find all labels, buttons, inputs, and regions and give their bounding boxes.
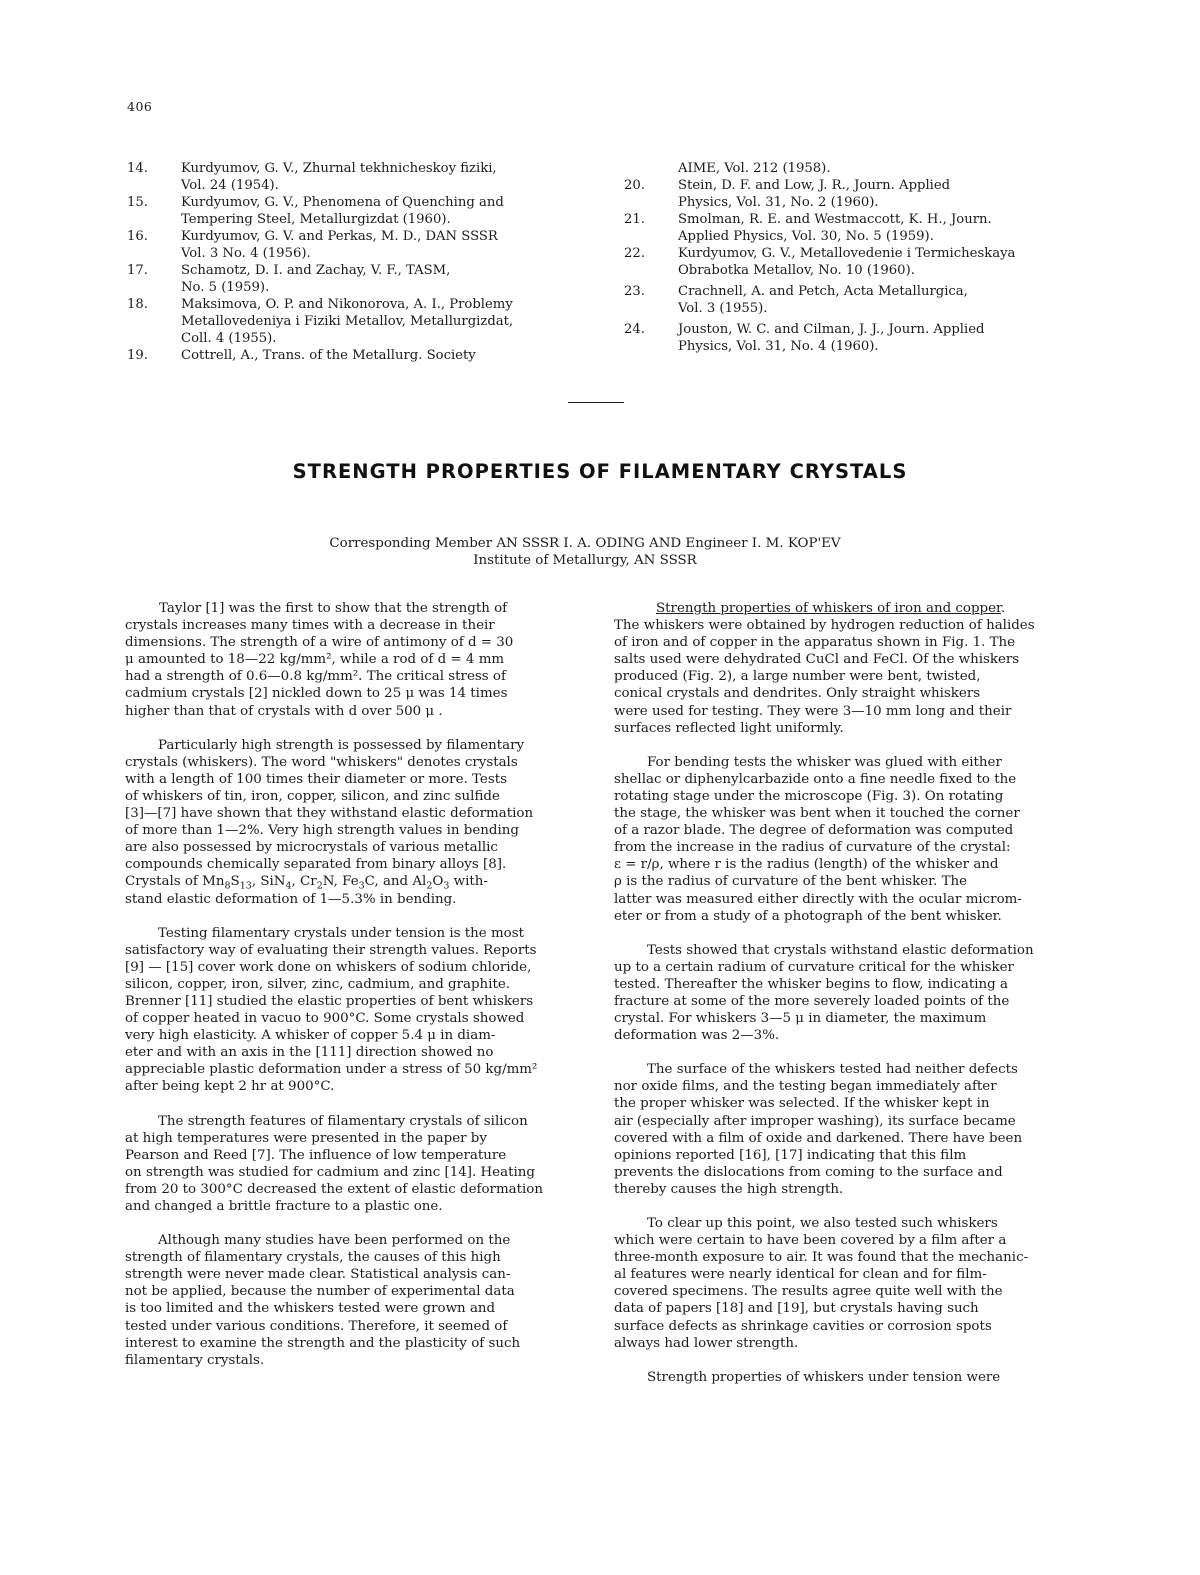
page-number: 406 — [127, 99, 153, 114]
reference-item — [624, 211, 1084, 245]
paragraph: Tests showed that crystals withstand elastic deformation up to a certain radium of curvature critical for the whisker tested. Thereafter the whisker begins to flow, indicating a fracture at some of the more severely loaded points of the crystal. For whiskers 3—5 μ in diameter, the maximum deformation was 2—3%. — [614, 942, 1034, 1044]
reference-text: Kurdyumov, G. V., Metallovedenie i Termicheskaya Obrabotka Metallov, No. 10 (1960). — [678, 246, 1016, 278]
reference-item — [624, 177, 1084, 211]
reference-item — [127, 160, 572, 194]
references-left — [127, 160, 572, 364]
author-block — [0, 535, 1170, 569]
reference-number: 22. — [624, 246, 645, 261]
reference-number: 24. — [624, 322, 645, 337]
paragraph: Taylor [1] was the first to show that the strength of crystals increases many times with a decrease in their dimensions. The strength of a wire of antimony of d = 30 μ amounted to 18—22 kg/mm², while a rod of d = 4 mm had a strength of 0.6—0.8 kg/mm². The critical stress of cadmium crystals [2] nickled down to 25 μ was 14 times higher than that of crystals with d over 500 μ . — [125, 601, 514, 719]
reference-text: Kurdyumov, G. V. and Perkas, M. D., DAN SSSR Vol. 3 No. 4 (1956). — [181, 229, 498, 261]
reference-number: 20. — [624, 178, 645, 193]
reference-text: Smolman, R. E. and Westmaccott, K. H., Journ. Applied Physics, Vol. 30, No. 5 (1959). — [678, 212, 992, 244]
reference-number: 16. — [127, 229, 148, 244]
reference-text: Cottrell, A., Trans. of the Metallurg. Society — [181, 348, 476, 363]
reference-text: Schamotz, D. I. and Zachay, V. F., TASM, No. 5 (1959). — [181, 263, 451, 295]
paragraph: The surface of the whiskers tested had neither defects nor oxide films, and the testing began immediately after the proper whisker was selected. If the whisker kept in air (especially after improper washing), its surface became covered with a film of oxide and darkened. There have been opinions reported [16], [17] indicating that this film prevents the dislocations from coming to the surface and thereby causes the high strength. — [614, 1062, 1023, 1197]
reference-number: 15. — [127, 195, 148, 210]
paragraph: Although many studies have been performed on the strength of filamentary crystals, the causes of this high strength were never made clear. Statistical analysis can- not be applied, because the number of experimental data is too limited and the whiskers tested were grown and tested under various conditions. Therefore, it seemed of interest to examine the strength and the plasticity of such filamentary crystals. — [125, 1233, 521, 1368]
reference-item — [127, 194, 572, 228]
reference-item — [127, 228, 572, 262]
references-right — [624, 160, 1084, 355]
affiliation: Institute of Metallurgy, AN SSSR — [473, 553, 697, 568]
reference-number: 23. — [624, 284, 645, 299]
reference-number: 17. — [127, 263, 148, 278]
section-divider — [568, 402, 624, 403]
paragraph: To clear up this point, we also tested such whiskers which were certain to have been covered by a film after a three-month exposure to air. It was found that the mechanic- al features were nearly identical for clean and for film- covered specimens. The results agree quite well with the data of papers [18] and [19], but crystals having such surface defects as shrinkage cavities or corrosion spots always had lower strength. — [614, 1216, 1029, 1351]
reference-number: 14. — [127, 161, 148, 176]
paragraph: The strength features of filamentary crystals of silicon at high temperatures were presented in the paper by Pearson and Reed [7]. The influence of low temperature on strength was studied for cadmium and zinc [14]. Heating from 20 to 300°C decreased the extent of elastic deformation and changed a brittle fracture to a plastic one. — [125, 1113, 543, 1214]
reference-text: Stein, D. F. and Low, J. R., Journ. Applied Physics, Vol. 31, No. 2 (1960). — [678, 178, 951, 210]
reference-text: Crachnell, A. and Petch, Acta Metallurgica, Vol. 3 (1955). — [678, 284, 968, 316]
reference-number: 18. — [127, 297, 148, 312]
paragraph-text: with- stand elastic deformation of 1—5.3% in bending. — [125, 874, 488, 907]
paragraph-text: Particularly high strength is possessed by filamentary crystals (whiskers). The word "whiskers" denotes crystals with a length of 100 times their diameter or more. Tests of whiskers of tin, iron, copper, silicon, and zinc sulfide [3]—[7] have shown that they withstand elastic deformation of more than 1—2%. Very high strength values in bending are also possessed by microcrystals of various metallic compounds chemically separated from binary alloys [8]. Crystals of — [125, 737, 534, 890]
reference-item — [624, 283, 1084, 317]
reference-item — [127, 262, 572, 296]
reference-text: Kurdyumov, G. V., Zhurnal tekhnicheskoy fiziki, Vol. 24 (1954). — [181, 161, 497, 193]
reference-item — [127, 296, 572, 347]
reference-item — [127, 347, 572, 364]
reference-item — [624, 321, 1084, 355]
paragraph — [614, 600, 1084, 737]
reference-text: Jouston, W. C. and Cilman, J. J., Journ. Applied Physics, Vol. 31, No. 4 (1960). — [678, 322, 985, 354]
chemical-formula: $Mn_8S_{13}$, SiN$_4$, $Cr_2N$, $Fe_3C$, and $Al_2O_3$ — [202, 874, 450, 893]
right-column — [614, 600, 1084, 1403]
section-heading: Strength properties of whiskers of iron and copper — [656, 601, 1001, 616]
reference-number: 19. — [127, 348, 148, 363]
reference-item — [624, 245, 1084, 279]
reference-text: Kurdyumov, G. V., Phenomena of Quenching and Tempering Steel, Metallurgizdat (1960). — [181, 195, 504, 227]
reference-text: Maksimova, O. P. and Nikonorova, A. I., Problemy Metallovedeniya i Fiziki Metallov, Metallurgizdat, Coll. 4 (1955). — [181, 297, 514, 346]
paragraph — [125, 737, 583, 908]
article-title: STRENGTH PROPERTIES OF FILAMENTARY CRYSTALS — [292, 460, 908, 483]
reference-continuation: AIME, Vol. 212 (1958). — [678, 161, 831, 176]
authors: Corresponding Member AN SSSR I. A. ODING AND Engineer I. M. KOP'EV — [329, 536, 841, 551]
paragraph: For bending tests the whisker was glued with either shellac or diphenylcarbazide onto a fine needle fixed to the rotating stage under the microscope (Fig. 3). On rotating the stage, the whisker was bent when it touched the corner of a razor blade. The degree of deformation was computed from the increase in the radius of curvature of the crystal: ε = r/ρ, where r is the radius (length) of the whisker and ρ is the radius of curvature of the bent whisker. The latter was measured either directly with the ocular microm- eter or from a study of a photograph of the bent whisker. — [614, 754, 1022, 924]
heading-period: . — [1000, 601, 1006, 616]
left-column — [125, 600, 583, 1386]
paragraph: Testing filamentary crystals under tension is the most satisfactory way of evaluating their strength values. Reports [9] — [15] cover work done on whiskers of sodium chloride, silicon, copper, iron, silver, zinc, cadmium, and graphite. Brenner [11] studied the elastic properties of bent whiskers of copper heated in vacuo to 900°C. Some crystals showed very high elasticity. A whisker of copper 5.4 μ in diam- eter and with an axis in the [111] direction showed no appreciable plastic deformation under a stress of 50 kg/mm² after being kept 2 hr at 900°C. — [125, 925, 538, 1095]
paragraph: Strength properties of whiskers under tension were — [647, 1369, 1001, 1385]
reference-number: 21. — [624, 212, 645, 227]
paragraph-text: The whiskers were obtained by hydrogen reduction of halides of iron and of copper in the apparatus shown in Fig. 1. The salts used were dehydrated CuCl and FeCl. Of the whiskers produced (Fig. 2), a large number were bent, twisted, conical crystals and dendrites. Only straight whiskers were used for testing. They were 3—10 mm long and their surfaces reflected light uniformly. — [614, 618, 1035, 736]
